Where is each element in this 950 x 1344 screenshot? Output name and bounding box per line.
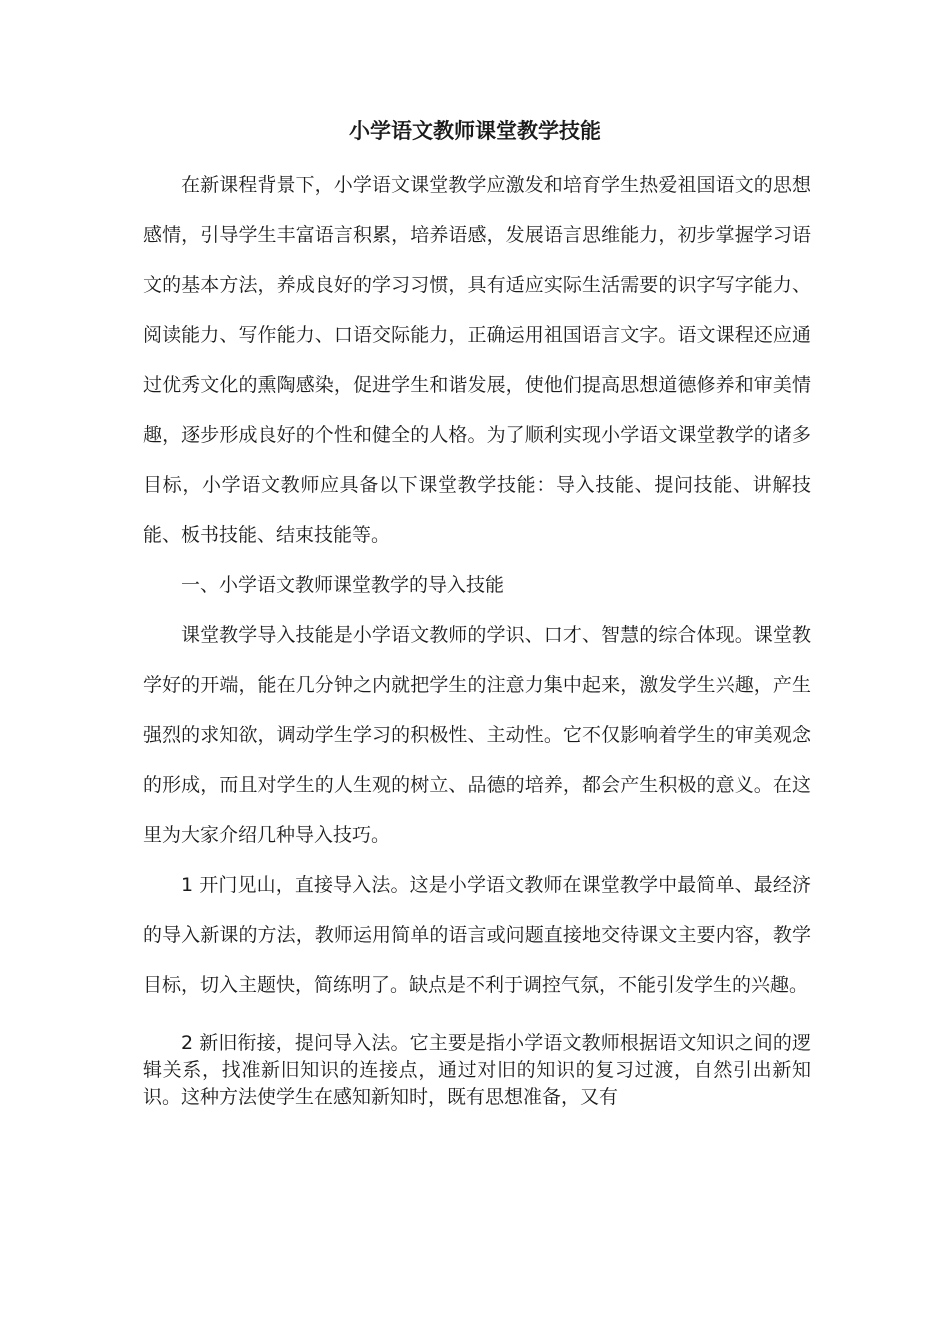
document-body xyxy=(143,160,811,1111)
document-title: 小学语文教师课堂教学技能 xyxy=(349,119,601,143)
paragraph-intro: 在新课程背景下，小学语文课堂教学应激发和培育学生热爱祖国语文的思想感情，引导学生丰富语言积累，培养语感，发展语言思维能力，初步掌握学习语文的基本方法，养成良好的学习习惯，具有适应实际生活需要的识字写字能力、阅读能力、写作能力、口语交际能力，正确运用祖国语言文字。语文课程还应通过优秀文化的熏陶感染，促进学生和谐发展，使他们提高思想道德修养和审美情趣，逐步形成良好的个性和健全的人格。为了顺利实现小学语文课堂教学的诸多目标，小学语文教师应具备以下课堂教学技能：导入技能、提问技能、讲解技能、板书技能、结束技能等。 xyxy=(143,174,811,546)
section-heading-intro-skill: 一、小学语文教师课堂教学的导入技能 xyxy=(181,574,505,596)
paragraph-method-2: 2 新旧衔接，提问导入法。它主要是指小学语文教师根据语文知识之间的逻辑关系，找准新旧知识的连接点，通过对旧的知识的复习过渡，自然引出新知识。这种方法使学生在感知新知时，既有思想准备，又有 xyxy=(143,1032,811,1108)
paragraph-intro-skill: 课堂教学导入技能是小学语文教师的学识、口才、智慧的综合体现。课堂教学好的开端，能在几分钟之内就把学生的注意力集中起来，激发学生兴趣，产生强烈的求知欲，调动学生学习的积极性、主动性。它不仅影响着学生的审美观念的形成，而且对学生的人生观的树立、品德的培养，都会产生积极的意义。在这里为大家介绍几种导入技巧。 xyxy=(143,624,811,846)
paragraph-method-1: 1 开门见山，直接导入法。这是小学语文教师在课堂教学中最简单、最经济的导入新课的方法，教师运用简单的语言或问题直接地交待课文主要内容，教学目标，切入主题快，简练明了。缺点是不利于调控气氛，不能引发学生的兴趣。 xyxy=(143,874,811,996)
